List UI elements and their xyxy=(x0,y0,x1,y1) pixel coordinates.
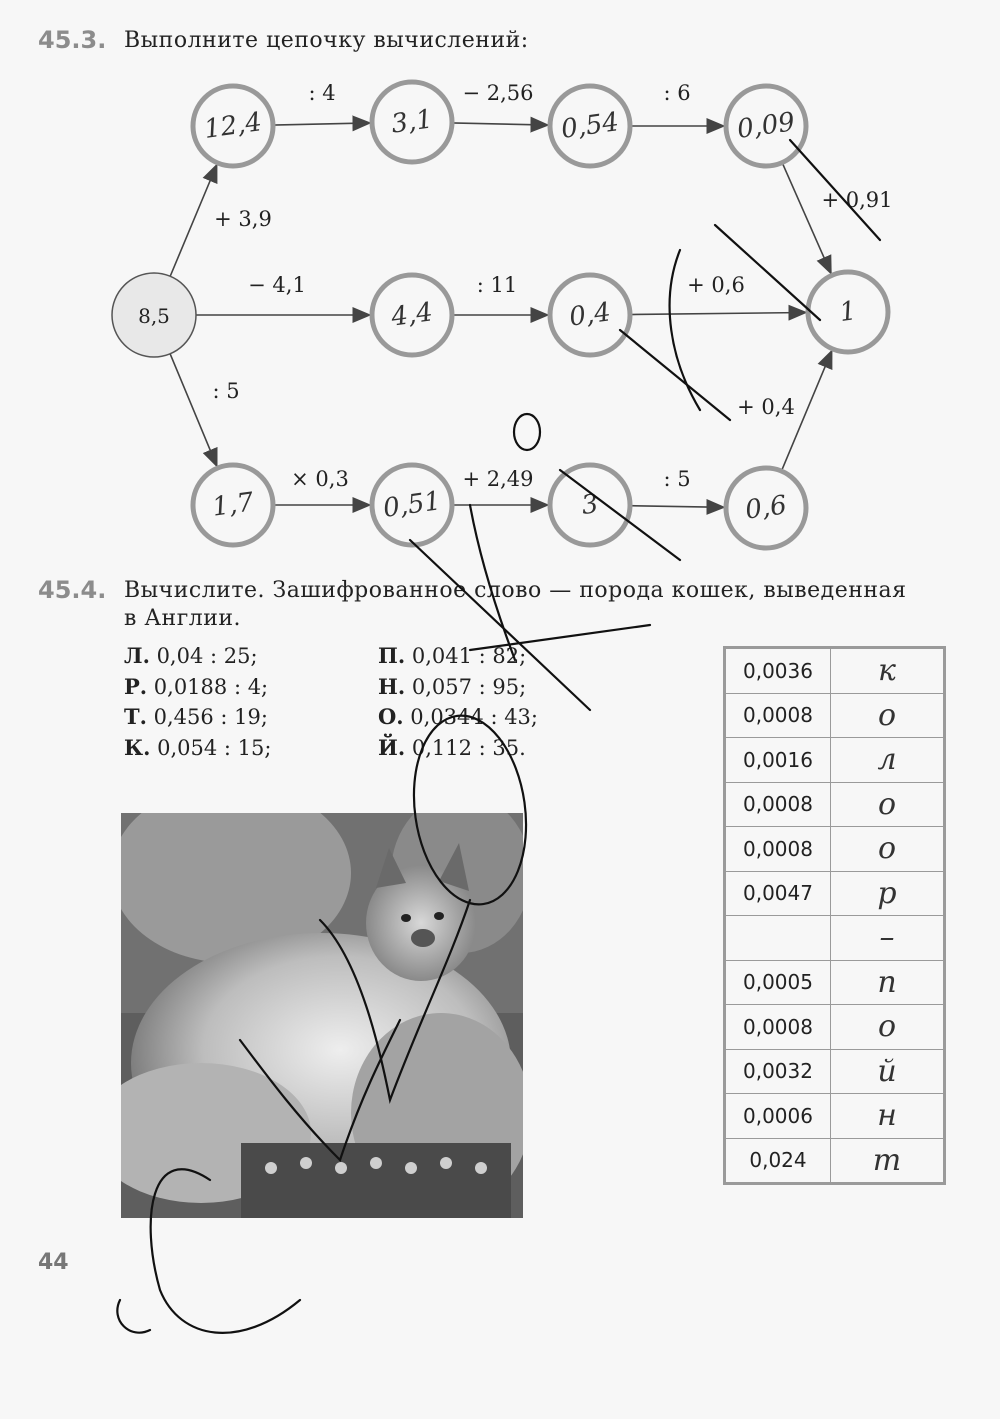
cipher-answer-table xyxy=(723,646,946,1185)
node-value-a4: 0,09 xyxy=(735,107,797,145)
cipher-expression: 0,04 : 25; xyxy=(149,644,258,668)
cipher-item xyxy=(378,643,526,668)
table-answer-cell: р xyxy=(831,871,945,916)
table-value-cell: 0,0047 xyxy=(725,871,831,916)
cipher-item xyxy=(124,643,258,668)
operation-label-a2-a3: − 2,56 xyxy=(462,81,534,105)
cipher-item xyxy=(124,735,271,760)
arrow-start-c1 xyxy=(170,354,217,466)
cipher-letter: П. xyxy=(378,643,406,668)
node-value-b1: 4,4 xyxy=(389,297,435,333)
node-value-c1: 1,7 xyxy=(210,487,256,523)
node-value-c4: 0,6 xyxy=(743,490,789,526)
task-454-text-line1: Вычислите. Зашифрованное слово — порода кошек, выведенная xyxy=(124,578,907,603)
cipher-expression: 0,0188 : 4; xyxy=(147,674,269,699)
table-value-cell: 0,0005 xyxy=(725,960,831,1005)
task-454-number: 45.4. xyxy=(38,576,107,604)
cipher-expression: 0,456 : 19; xyxy=(146,705,268,730)
cipher-item xyxy=(378,704,538,729)
task-453-number: 45.3. xyxy=(38,26,107,54)
table-value-cell: 0,0036 xyxy=(725,648,831,694)
table-row xyxy=(725,871,945,916)
operation-label-a3-a4: : 6 xyxy=(663,81,691,105)
table-value-cell: 0,0008 xyxy=(725,827,831,872)
table-row xyxy=(725,648,945,694)
operation-label-c1-c2: × 0,3 xyxy=(291,467,349,491)
node-value-c2: 0,51 xyxy=(381,486,443,524)
operation-label-b1-b2: : 11 xyxy=(476,273,518,297)
table-value-cell: 0,0008 xyxy=(725,782,831,827)
table-row xyxy=(725,782,945,827)
arrow-a1-a2 xyxy=(273,123,370,125)
table-answer-cell: п xyxy=(831,960,945,1005)
table-value-cell: 0,0008 xyxy=(725,693,831,738)
cipher-letter: Р. xyxy=(124,673,148,699)
table-value-cell: 0,0006 xyxy=(725,1094,831,1139)
table-row xyxy=(725,1005,945,1050)
page-number: 44 xyxy=(38,1250,69,1275)
task-453-title: Выполните цепочку вычислений: xyxy=(124,28,529,53)
table-answer-cell: о xyxy=(831,827,945,872)
table-row xyxy=(725,960,945,1005)
cat-photo xyxy=(121,813,523,1218)
table-value-cell: 0,0008 xyxy=(725,1005,831,1050)
cipher-letter: Й. xyxy=(378,735,406,761)
table-answer-cell: л xyxy=(831,738,945,783)
node-value-b2: 0,4 xyxy=(567,297,613,333)
table-answer-cell: к xyxy=(831,648,945,694)
task-454-text-line2: в Англии. xyxy=(124,606,242,631)
table-row xyxy=(725,1138,945,1184)
operation-label-c4-end: + 0,4 xyxy=(737,395,795,419)
operation-label-start-a1: + 3,9 xyxy=(214,207,272,231)
cipher-expression: 0,041 : 82; xyxy=(405,644,527,668)
table-answer-cell: – xyxy=(831,916,945,961)
operation-label-c3-c4: : 5 xyxy=(663,467,691,491)
operation-label-start-b1: − 4,1 xyxy=(248,273,306,297)
table-value-cell: 0,024 xyxy=(725,1138,831,1184)
cipher-expression: 0,054 : 15; xyxy=(150,736,272,761)
node-value-a3: 0,54 xyxy=(559,107,621,145)
arrow-a2-a3 xyxy=(452,123,548,125)
node-value-a2: 3,1 xyxy=(389,104,435,140)
cipher-expression: 0,0344 : 43; xyxy=(403,705,538,730)
arrow-start-a1 xyxy=(170,165,217,276)
operation-label-start-c1: : 5 xyxy=(212,379,240,403)
cipher-item xyxy=(378,735,526,760)
operation-label-a1-a2: : 4 xyxy=(308,81,336,105)
table-row xyxy=(725,827,945,872)
cipher-expression: 0,057 : 95; xyxy=(405,674,527,699)
table-value-cell: 0,0016 xyxy=(725,738,831,783)
table-row xyxy=(725,738,945,783)
table-answer-cell: о xyxy=(831,1005,945,1050)
node-value-end: 1 xyxy=(837,295,859,329)
table-row xyxy=(725,1094,945,1139)
node-value-c3: 3 xyxy=(579,488,601,522)
cipher-item xyxy=(378,674,526,699)
cipher-letter: Т. xyxy=(124,704,147,730)
arrow-a4-end xyxy=(782,163,831,274)
table-row xyxy=(725,916,945,961)
operation-label-c2-c3: + 2,49 xyxy=(462,467,534,491)
table-row xyxy=(725,693,945,738)
calculation-chain-diagram xyxy=(0,0,1000,560)
cipher-letter: О. xyxy=(378,704,404,730)
arrow-b2-end xyxy=(630,312,806,314)
table-row xyxy=(725,1049,945,1094)
table-answer-cell: т xyxy=(831,1138,945,1184)
table-answer-cell: й xyxy=(831,1049,945,1094)
table-answer-cell: о xyxy=(831,693,945,738)
table-value-cell: 0,0032 xyxy=(725,1049,831,1094)
cipher-letter: Н. xyxy=(378,673,406,699)
cipher-letter: Л. xyxy=(124,643,150,668)
node-value-a1: 12,4 xyxy=(202,107,264,145)
table-answer-cell: о xyxy=(831,782,945,827)
table-answer-cell: н xyxy=(831,1094,945,1139)
arrow-c3-c4 xyxy=(630,506,724,508)
operation-label-a4-end: + 0,91 xyxy=(821,188,893,212)
node-value-start: 8,5 xyxy=(138,304,170,328)
cipher-letter: К. xyxy=(124,735,151,761)
cipher-item xyxy=(124,704,268,729)
cipher-expression: 0,112 : 35. xyxy=(405,736,526,761)
cipher-item xyxy=(124,674,268,699)
operation-label-b2-end: + 0,6 xyxy=(687,273,745,297)
table-value-cell xyxy=(725,916,831,961)
